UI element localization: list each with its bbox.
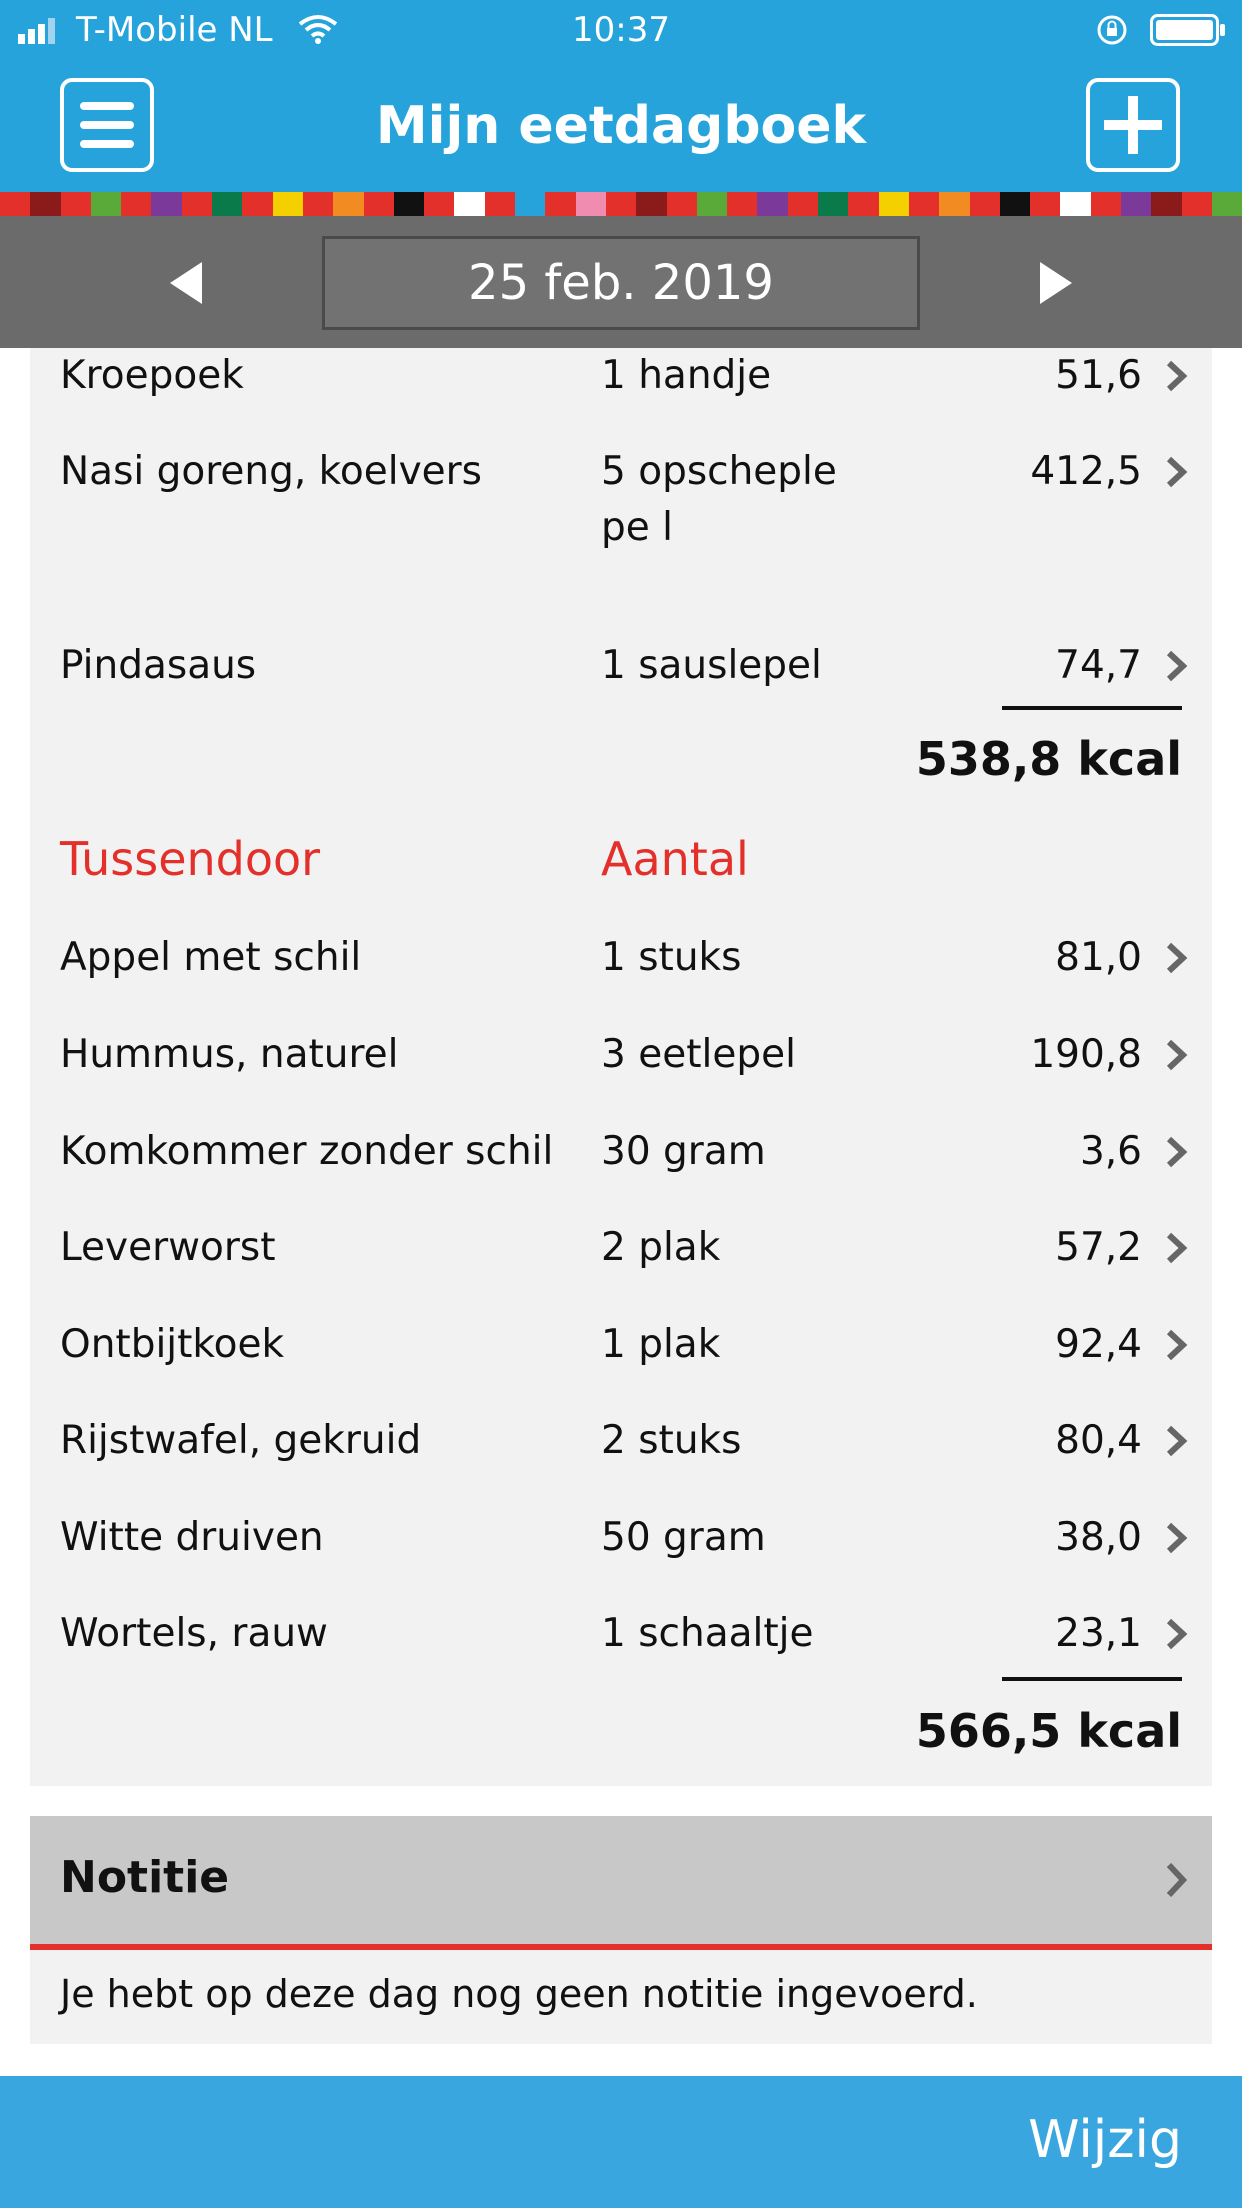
add-button[interactable] (1086, 78, 1180, 172)
food-name: Nasi goreng, koelvers (60, 449, 482, 494)
food-amount: 30 gram (601, 1129, 766, 1174)
food-name: Witte druiven (60, 1515, 324, 1560)
food-name: Leverworst (60, 1225, 276, 1270)
food-kcal: 3,6 (1079, 1129, 1142, 1174)
food-kcal: 38,0 (1055, 1515, 1142, 1560)
chevron-right-icon (1164, 1520, 1188, 1556)
color-strip-segment (454, 192, 484, 216)
color-strip-segment (394, 192, 424, 216)
chevron-right-icon (1164, 1616, 1188, 1652)
previous-day-button[interactable] (166, 258, 206, 308)
color-strip-segment (545, 192, 575, 216)
food-amount: 2 plak (601, 1225, 721, 1270)
color-strip-segment (1151, 192, 1181, 216)
food-name: Pindasaus (60, 643, 257, 688)
color-strip-segment (61, 192, 91, 216)
color-strip-segment (757, 192, 787, 216)
color-strip-segment (1121, 192, 1151, 216)
color-strip-segment (970, 192, 1000, 216)
food-name: Ontbijtkoek (60, 1322, 285, 1367)
color-strip-segment (242, 192, 272, 216)
color-strip-segment (91, 192, 121, 216)
color-strip-segment (606, 192, 636, 216)
color-strip-segment (1182, 192, 1212, 216)
date-display[interactable]: 25 feb. 2019 (322, 236, 920, 330)
clock: 10:37 (572, 10, 670, 50)
chevron-right-icon (1164, 1423, 1188, 1459)
chevron-right-icon (1164, 454, 1188, 490)
color-strip-segment (1060, 192, 1090, 216)
color-strip-segment (1000, 192, 1030, 216)
bottom-bar (0, 2076, 1242, 2208)
color-strip-segment (121, 192, 151, 216)
rotation-lock-icon (1096, 14, 1128, 46)
color-strip-segment (818, 192, 848, 216)
food-name: Komkommer zonder schil (60, 1129, 554, 1174)
food-amount: 50 gram (601, 1515, 766, 1560)
food-kcal: 412,5 (1030, 449, 1142, 494)
color-strip-segment (667, 192, 697, 216)
diary-panel (30, 348, 1212, 1786)
color-strip-segment (636, 192, 666, 216)
chevron-right-icon (1164, 648, 1188, 684)
color-strip-segment (212, 192, 242, 216)
color-strip-segment (1212, 192, 1242, 216)
color-strip-segment (0, 192, 30, 216)
food-kcal: 74,7 (1055, 643, 1142, 688)
note-title: Notitie (60, 1852, 230, 1903)
food-kcal: 57,2 (1055, 1225, 1142, 1270)
color-strip-segment (909, 192, 939, 216)
meal-total: 538,8 kcal (915, 732, 1182, 786)
color-strip-segment (30, 192, 60, 216)
chevron-right-icon (1164, 1037, 1188, 1073)
section-title: Tussendoor (60, 832, 321, 886)
food-kcal: 190,8 (1030, 1032, 1142, 1077)
food-name: Kroepoek (60, 353, 244, 398)
color-strip-segment (364, 192, 394, 216)
food-kcal: 51,6 (1055, 353, 1142, 398)
food-amount: 1 schaaltje (601, 1611, 814, 1656)
battery-icon (1150, 14, 1226, 46)
food-amount: 1 plak (601, 1322, 721, 1367)
plus-icon (1090, 82, 1176, 168)
color-strip-segment (333, 192, 363, 216)
food-name: Appel met schil (60, 935, 362, 980)
note-header[interactable] (30, 1816, 1212, 1944)
color-strip (0, 192, 1242, 216)
food-amount: 2 stuks (601, 1418, 742, 1463)
food-amount: 5 opscheplepe l (601, 449, 837, 550)
note-body (30, 1950, 1212, 2044)
chevron-right-icon (1164, 1230, 1188, 1266)
carrier-name: T-Mobile NL (76, 10, 273, 50)
food-kcal: 81,0 (1055, 935, 1142, 980)
color-strip-segment (273, 192, 303, 216)
food-kcal: 92,4 (1055, 1322, 1142, 1367)
food-amount: 1 sauslepel (601, 643, 822, 688)
chevron-right-icon (1164, 358, 1188, 394)
color-strip-segment (1030, 192, 1060, 216)
food-kcal: 80,4 (1055, 1418, 1142, 1463)
amount-column-header: Aantal (601, 832, 749, 886)
page-title: Mijn eetdagboek (375, 96, 867, 156)
date-navigation (0, 216, 1242, 348)
food-amount: 3 eetlepel (601, 1032, 796, 1077)
food-kcal: 23,1 (1055, 1611, 1142, 1656)
note-text: Je hebt op deze dag nog geen notitie ingevoerd. (60, 1972, 978, 2016)
color-strip-segment (151, 192, 181, 216)
edit-button[interactable]: Wijzig (1028, 2110, 1182, 2170)
next-day-button[interactable] (1036, 258, 1076, 308)
color-strip-segment (1091, 192, 1121, 216)
color-strip-segment (879, 192, 909, 216)
food-name: Rijstwafel, gekruid (60, 1418, 422, 1463)
chevron-right-icon (1164, 1327, 1188, 1363)
chevron-right-icon (1164, 1860, 1188, 1900)
total-divider (1002, 1677, 1182, 1681)
snacks-total: 566,5 kcal (915, 1704, 1182, 1758)
color-strip-segment (848, 192, 878, 216)
color-strip-segment (485, 192, 515, 216)
app-header (0, 60, 1242, 192)
food-amount: 1 stuks (601, 935, 742, 980)
food-name: Hummus, naturel (60, 1032, 399, 1077)
food-name: Wortels, rauw (60, 1611, 328, 1656)
color-strip-segment (697, 192, 727, 216)
total-divider (1002, 706, 1182, 710)
color-strip-segment (303, 192, 333, 216)
color-strip-segment (939, 192, 969, 216)
chevron-right-icon (1164, 940, 1188, 976)
chevron-right-icon (1164, 1134, 1188, 1170)
color-strip-segment (727, 192, 757, 216)
food-amount: 1 handje (601, 353, 772, 398)
color-strip-segment (424, 192, 454, 216)
color-strip-segment (576, 192, 606, 216)
color-strip-segment (515, 192, 545, 216)
color-strip-segment (788, 192, 818, 216)
color-strip-segment (182, 192, 212, 216)
status-bar (0, 0, 1242, 60)
